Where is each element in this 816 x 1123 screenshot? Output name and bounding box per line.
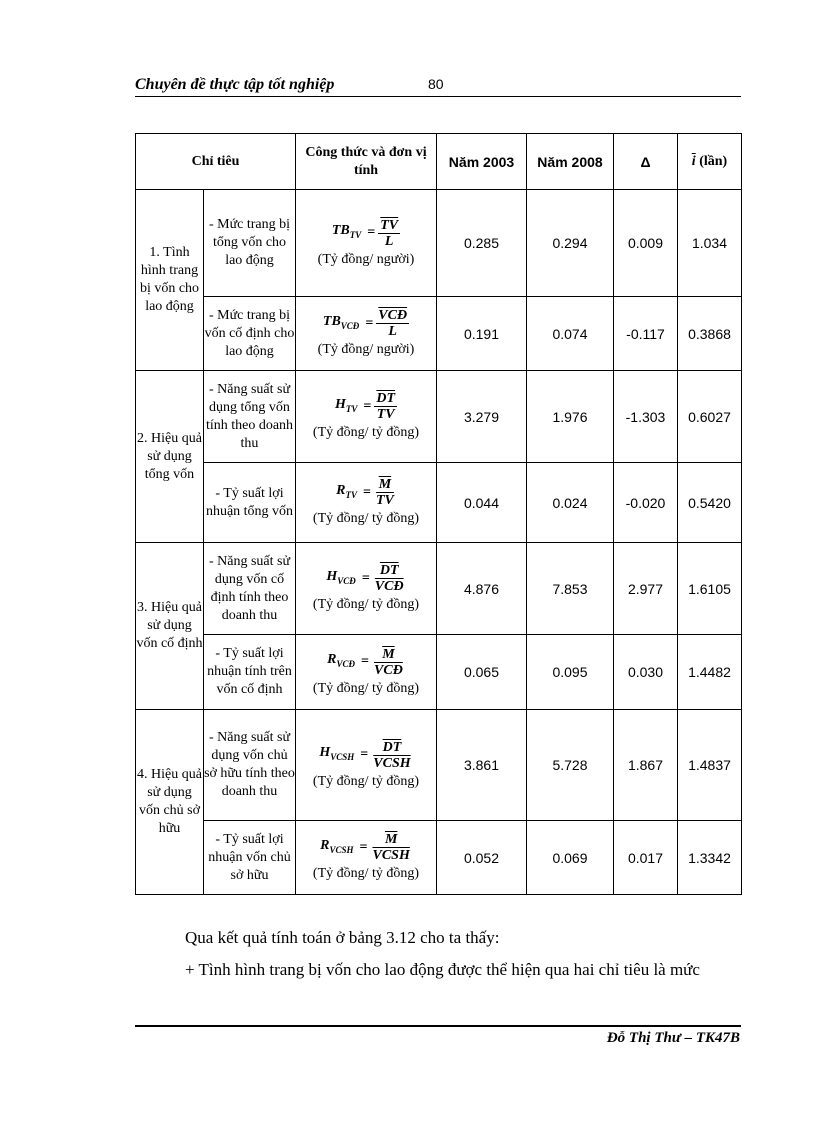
formula	[327, 647, 405, 678]
value-2003: 0.285	[437, 190, 527, 297]
value-2008: 0.294	[527, 190, 614, 297]
formula-lhs-symbol: H	[326, 568, 338, 584]
formula-cell	[296, 371, 437, 463]
formula-lhs	[336, 482, 357, 504]
value-index: 1.4837	[678, 710, 742, 821]
formula-fraction	[372, 647, 405, 678]
formula-numerator: $\overline{DT}$	[376, 391, 396, 406]
value-2008: 0.069	[527, 821, 614, 895]
formula-fraction	[378, 218, 400, 249]
formula-cell	[296, 710, 437, 821]
value-2003: 0.052	[437, 821, 527, 895]
formula-lhs-symbol: R	[336, 482, 346, 498]
value-2008: 7.853	[527, 543, 614, 635]
formula-lhs-symbol: H	[319, 745, 331, 761]
group-label: 3. Hiệu quả sử dụng vốn cố định	[136, 543, 204, 710]
header-cong-thuc: Công thức và đơn vị tính	[296, 134, 437, 190]
formula-denominator: $\overline{L}$	[388, 324, 397, 339]
formula-numerator: $\overline{M}$	[382, 646, 395, 662]
formula-denominator: TV	[375, 493, 394, 508]
formula-lhs-symbol: H	[334, 396, 346, 412]
header-index-unit: (lần)	[695, 153, 728, 169]
table-row	[136, 297, 742, 371]
formula-fraction	[376, 308, 409, 339]
table-row	[136, 190, 742, 297]
table-row	[136, 543, 742, 635]
formula-cell	[296, 543, 437, 635]
formula-cell	[296, 463, 437, 543]
formula-lhs-symbol: R	[327, 652, 337, 668]
formula-denominator: VCSH	[373, 755, 411, 771]
formula-lhs-subscript: TV	[349, 229, 362, 240]
value-delta: 0.009	[614, 190, 678, 297]
sub-indicator: - Năng suất sử dụng vốn cố định tính theo doanh thu	[204, 543, 296, 635]
value-delta: 2.977	[614, 543, 678, 635]
formula-fraction	[371, 740, 412, 771]
group-label: 1. Tình hình trang bị vốn cho lao động	[136, 190, 204, 371]
formula-fraction	[374, 477, 396, 508]
footer-author: Đỗ Thị Thư – TK47B	[606, 1030, 740, 1046]
group-label: 4. Hiệu quả sử dụng vốn chủ sở hữu	[136, 710, 204, 895]
header-nam-2003: Năm 2003	[437, 134, 527, 190]
table-row	[136, 710, 742, 821]
value-2008: 0.095	[527, 635, 614, 710]
value-2003: 3.279	[437, 371, 527, 463]
value-2008: 0.024	[527, 463, 614, 543]
formula-cell	[296, 297, 437, 371]
formula-unit: (Tỷ đồng/ tỷ đồng)	[312, 597, 420, 612]
formula-equals: =	[363, 398, 372, 414]
formula-cell	[296, 190, 437, 297]
sub-indicator: - Tỷ suất lợi nhuận tính trên vốn cố định	[204, 635, 296, 710]
formula-numerator: $\overline{DT}$	[379, 563, 399, 578]
formula-equals: =	[361, 654, 370, 669]
value-index: 0.6027	[678, 371, 742, 463]
formula-denominator: VCSH	[372, 848, 410, 863]
formula-lhs-subscript: VCĐ	[336, 658, 356, 669]
page-number: 80	[428, 76, 444, 92]
value-delta: 0.017	[614, 821, 678, 895]
header-chi-tieu: Chỉ tiêu	[136, 134, 296, 190]
formula-unit: (Tỷ đồng/ tỷ đồng)	[312, 680, 420, 696]
formula-equals: =	[360, 747, 369, 762]
value-2003: 0.191	[437, 297, 527, 371]
value-index: 0.5420	[678, 463, 742, 543]
formula-fraction	[373, 563, 406, 594]
indicator-table	[135, 133, 742, 895]
formula-fraction	[370, 832, 411, 863]
value-2008: 5.728	[527, 710, 614, 821]
formula-equals: =	[361, 570, 370, 586]
table-header-row	[136, 134, 742, 190]
formula-cell	[296, 821, 437, 895]
formula	[335, 391, 397, 422]
header-delta: Δ	[614, 134, 678, 190]
value-delta: -0.117	[614, 297, 678, 371]
table-row	[136, 821, 742, 895]
formula-lhs-subscript: VCSH	[329, 844, 354, 855]
formula	[336, 477, 396, 508]
page-header	[135, 76, 741, 96]
formula-numerator: $\overline{VCĐ}$	[378, 308, 408, 323]
formula	[320, 832, 412, 863]
formula-lhs-subscript: VCĐ	[340, 320, 360, 331]
document-title: Chuyên đề thực tập tốt nghiệp	[135, 76, 335, 93]
value-delta: -1.303	[614, 371, 678, 463]
header-index	[678, 134, 742, 190]
formula-lhs	[323, 313, 359, 335]
formula-lhs-symbol: TB	[331, 223, 350, 239]
value-index: 1.034	[678, 190, 742, 297]
header-nam-2008: Năm 2008	[527, 134, 614, 190]
formula-denominator: $\overline{VCĐ}$	[374, 579, 404, 594]
formula-lhs	[335, 396, 357, 418]
sub-indicator: - Năng suất sử dụng tổng vốn tính theo doanh thu	[204, 371, 296, 463]
value-delta: 0.030	[614, 635, 678, 710]
table-row	[136, 635, 742, 710]
formula-denominator: TV	[376, 407, 395, 422]
value-index: 1.6105	[678, 543, 742, 635]
formula-fraction	[374, 391, 397, 422]
formula-unit: (Tỷ đồng/ tỷ đồng)	[312, 425, 420, 440]
formula-equals: =	[362, 484, 371, 500]
formula-equals: =	[367, 225, 376, 240]
formula-denominator: L	[384, 233, 394, 249]
table-row	[136, 463, 742, 543]
formula-lhs	[326, 568, 355, 590]
value-index: 1.3342	[678, 821, 742, 895]
formula	[319, 740, 412, 771]
value-index: 0.3868	[678, 297, 742, 371]
value-delta: 1.867	[614, 710, 678, 821]
formula-unit: (Tỷ đồng/ người)	[317, 251, 415, 267]
formula-numerator: $\overline{DT}$	[382, 739, 402, 755]
formula-lhs-subscript: TV	[345, 403, 358, 414]
paragraph-1: Qua kết quả tính toán ở bảng 3.12 cho ta thấy:	[185, 928, 500, 947]
formula-numerator: $\overline{TV}$	[380, 217, 399, 233]
formula-numerator: $\overline{M}$	[384, 832, 398, 847]
formula-lhs-subscript: VCĐ	[337, 575, 356, 586]
paragraph-2: + Tình hình trang bị vốn cho lao động được thể hiện qua hai chỉ tiêu là mức	[185, 960, 700, 979]
footer-rule	[135, 1025, 741, 1027]
formula-lhs	[332, 222, 361, 244]
value-2008: 1.976	[527, 371, 614, 463]
header-rule	[135, 96, 741, 97]
formula-lhs-symbol: R	[320, 837, 330, 853]
sub-indicator: - Năng suất sử dụng vốn chủ sở hữu tính theo doanh thu	[204, 710, 296, 821]
group-label: 2. Hiệu quả sử dụng tổng vốn	[136, 371, 204, 543]
formula-lhs-subscript: TV	[345, 489, 357, 500]
formula-denominator: $\overline{VCĐ}$	[374, 662, 403, 678]
formula	[332, 218, 400, 249]
value-2003: 4.876	[437, 543, 527, 635]
value-2003: 0.065	[437, 635, 527, 710]
formula-numerator: $\overline{M}$	[378, 477, 392, 492]
formula	[323, 308, 409, 339]
formula	[326, 563, 405, 594]
formula-equals: =	[365, 315, 374, 331]
formula-lhs	[327, 651, 355, 673]
sub-indicator: - Tỷ suất lợi nhuận tổng vốn	[204, 463, 296, 543]
value-delta: -0.020	[614, 463, 678, 543]
formula-equals: =	[359, 839, 368, 855]
formula-unit: (Tỷ đồng/ người)	[317, 342, 415, 357]
formula-lhs	[319, 744, 354, 766]
value-2008: 0.074	[527, 297, 614, 371]
value-index: 1.4482	[678, 635, 742, 710]
formula-lhs	[320, 837, 353, 859]
sub-indicator: - Mức trang bị tổng vốn cho lao động	[204, 190, 296, 297]
header-index-symbol: $\overline{i}$	[691, 153, 696, 169]
formula-lhs-symbol: TB	[322, 313, 341, 329]
formula-lhs-subscript: VCSH	[330, 751, 355, 762]
formula-unit: (Tỷ đồng/ tỷ đồng)	[312, 866, 420, 881]
value-2003: 0.044	[437, 463, 527, 543]
value-2003: 3.861	[437, 710, 527, 821]
formula-cell	[296, 635, 437, 710]
sub-indicator: - Mức trang bị vốn cố định cho lao động	[204, 297, 296, 371]
sub-indicator: - Tỷ suất lợi nhuận vốn chủ sở hữu	[204, 821, 296, 895]
formula-unit: (Tỷ đồng/ tỷ đồng)	[312, 511, 420, 526]
formula-unit: (Tỷ đồng/ tỷ đồng)	[312, 773, 420, 789]
table-row	[136, 371, 742, 463]
